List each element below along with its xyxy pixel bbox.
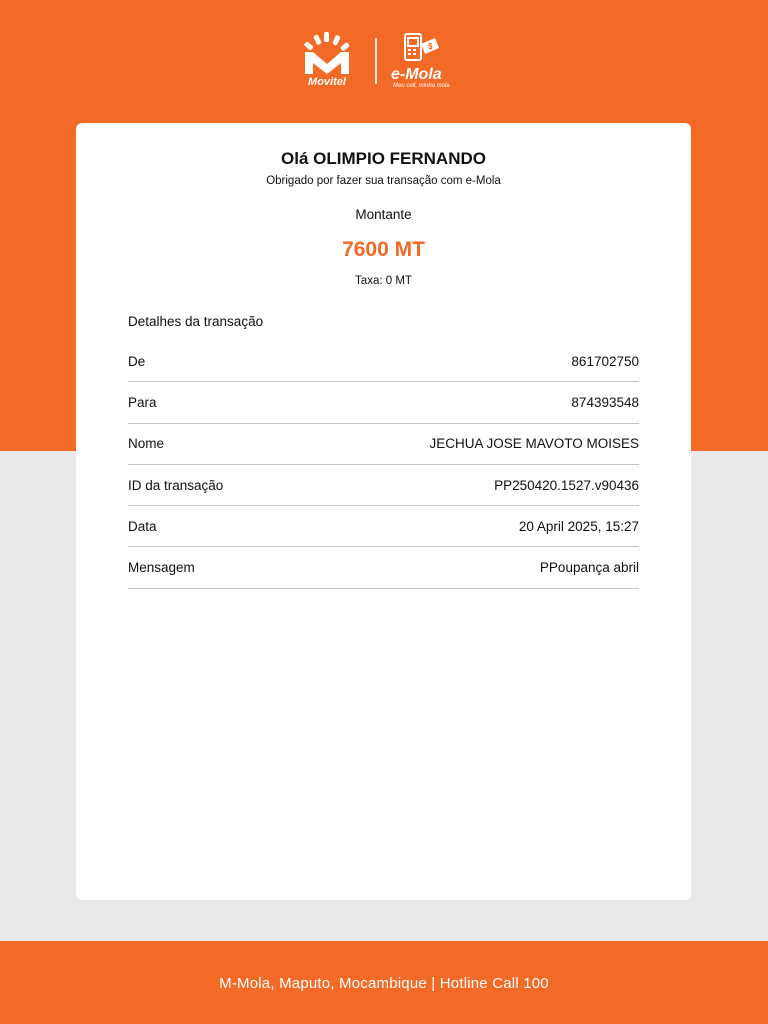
detail-row-to xyxy=(128,382,639,423)
detail-label: De xyxy=(128,353,146,369)
detail-row-name xyxy=(128,424,639,465)
brand-logos xyxy=(0,30,768,92)
detail-row-message xyxy=(128,547,639,588)
footer-text: M-Mola, Maputo, Mocambique | Hotline Call 100 xyxy=(219,975,549,992)
movitel-logo-icon xyxy=(297,30,357,76)
logo-divider xyxy=(375,38,377,84)
amount-value: 7600 MT xyxy=(342,238,425,261)
greeting-heading: Olá OLIMPIO FERNANDO xyxy=(281,149,486,168)
amount-label: Montante xyxy=(355,207,412,222)
svg-text:$: $ xyxy=(428,42,433,51)
detail-value: PPoupança abril xyxy=(539,560,639,576)
detail-row-date xyxy=(128,506,639,547)
thank-you-subtitle: Obrigado por fazer sua transação com e-Mola xyxy=(266,175,501,187)
emola-logo-icon xyxy=(391,30,471,66)
emola-brand: e-Mola xyxy=(391,66,442,83)
detail-value: 20 April 2025, 15:27 xyxy=(518,518,639,534)
detail-row-transaction-id xyxy=(128,465,639,506)
detail-row-from xyxy=(128,341,639,382)
detail-value: JECHUA JOSE MAVOTO MOISES xyxy=(429,436,639,452)
detail-label: Data xyxy=(128,518,157,534)
detail-label: Nome xyxy=(128,436,165,452)
footer-band xyxy=(0,941,768,1024)
fee-text: Taxa: 0 MT xyxy=(355,275,412,287)
detail-label: Mensagem xyxy=(128,560,195,576)
movitel-brand: Movitel xyxy=(308,76,346,88)
detail-value: PP250420.1527.v90436 xyxy=(494,477,639,493)
details-title: Detalhes da transação xyxy=(128,314,264,329)
detail-value: 874393548 xyxy=(571,394,639,410)
emola-logo xyxy=(391,30,471,90)
detail-label: ID da transação xyxy=(128,477,224,493)
receipt-card xyxy=(76,123,691,900)
movitel-logo xyxy=(297,30,357,90)
detail-value: 861702750 xyxy=(571,353,639,369)
transaction-details xyxy=(128,341,639,589)
emola-tagline: Meu cell, minha mola xyxy=(393,83,450,89)
detail-label: Para xyxy=(128,394,157,410)
